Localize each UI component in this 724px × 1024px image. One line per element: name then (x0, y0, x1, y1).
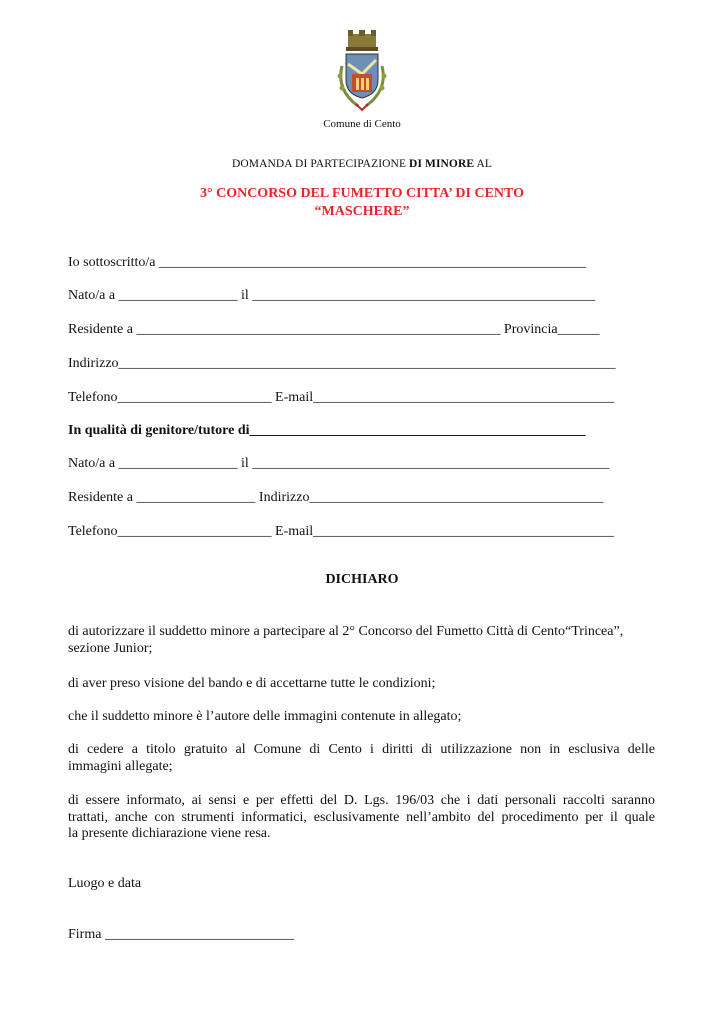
declaration-item (68, 793, 655, 843)
declaration-item: che il suddetto minore è l’autore delle immagini contenute in allegato; (68, 709, 462, 724)
declaration-line: immagini allegate; (68, 758, 173, 774)
form-heading (0, 158, 724, 170)
declaration-item (68, 742, 655, 775)
declaration-line: trattati, anche con strumenti informatici, esclusivamente nell’ambito del procedimento per il quale (68, 809, 655, 825)
signature-field[interactable]: Firma ___________________________ (68, 927, 294, 942)
declaration-line: sezione Junior; (68, 640, 153, 656)
declaration-line: di autorizzare il suddetto minore a partecipare al 2° Concorso del Fumetto Città di Cento“Trincea”, (68, 624, 624, 639)
declaration-item: di aver preso visione del bando e di accettarne tutte le condizioni; (68, 676, 436, 691)
contest-subtitle: “MASCHERE” (314, 204, 410, 219)
coat-of-arms-logo (330, 30, 394, 118)
field-signer-contact[interactable]: Telefono______________________ E-mail___________________________________________ (68, 390, 615, 405)
heading-suffix: AL (474, 158, 493, 170)
contest-title: 3° CONCORSO DEL FUMETTO CITTA’ DI CENTO (199, 186, 525, 201)
field-minor-residence[interactable]: Residente a _________________ Indirizzo__________________________________________ (68, 490, 604, 505)
field-guardian-of[interactable]: In qualità di genitore/tutore di________________________________________________ (68, 423, 586, 438)
place-date-label: Luogo e data (68, 876, 142, 891)
municipality-name: Comune di Cento (323, 118, 401, 130)
field-minor-contact[interactable]: Telefono______________________ E-mail___________________________________________ (68, 524, 615, 539)
declaration-line: di cedere a titolo gratuito al Comune di Cento i diritti di utilizzazione non in esclusiva delle (68, 742, 655, 757)
field-minor-birth[interactable]: Nato/a a _________________ il ___________________________________________________ (68, 456, 610, 471)
declaration-line: la presente dichiarazione viene resa. (68, 826, 271, 841)
field-signer-address[interactable]: Indirizzo_______________________________________________________________________ (68, 356, 616, 371)
heading-bold: DI MINORE (409, 158, 475, 170)
declaration-line: di essere informato, ai sensi e per effetti del D. Lgs. 196/03 che i dati personali raccolti saranno (68, 793, 655, 808)
heading-prefix: DOMANDA DI PARTECIPAZIONE (231, 158, 410, 170)
declaration-item (68, 624, 655, 657)
declaration-title: DICHIARO (325, 572, 399, 587)
field-signer-name[interactable]: Io sottoscritto/a _____________________________________________________________ (68, 255, 586, 270)
field-signer-birth[interactable]: Nato/a a _________________ il _________________________________________________ (68, 288, 596, 303)
field-signer-residence[interactable]: Residente a ____________________________________________________ Provincia______ (68, 322, 600, 337)
